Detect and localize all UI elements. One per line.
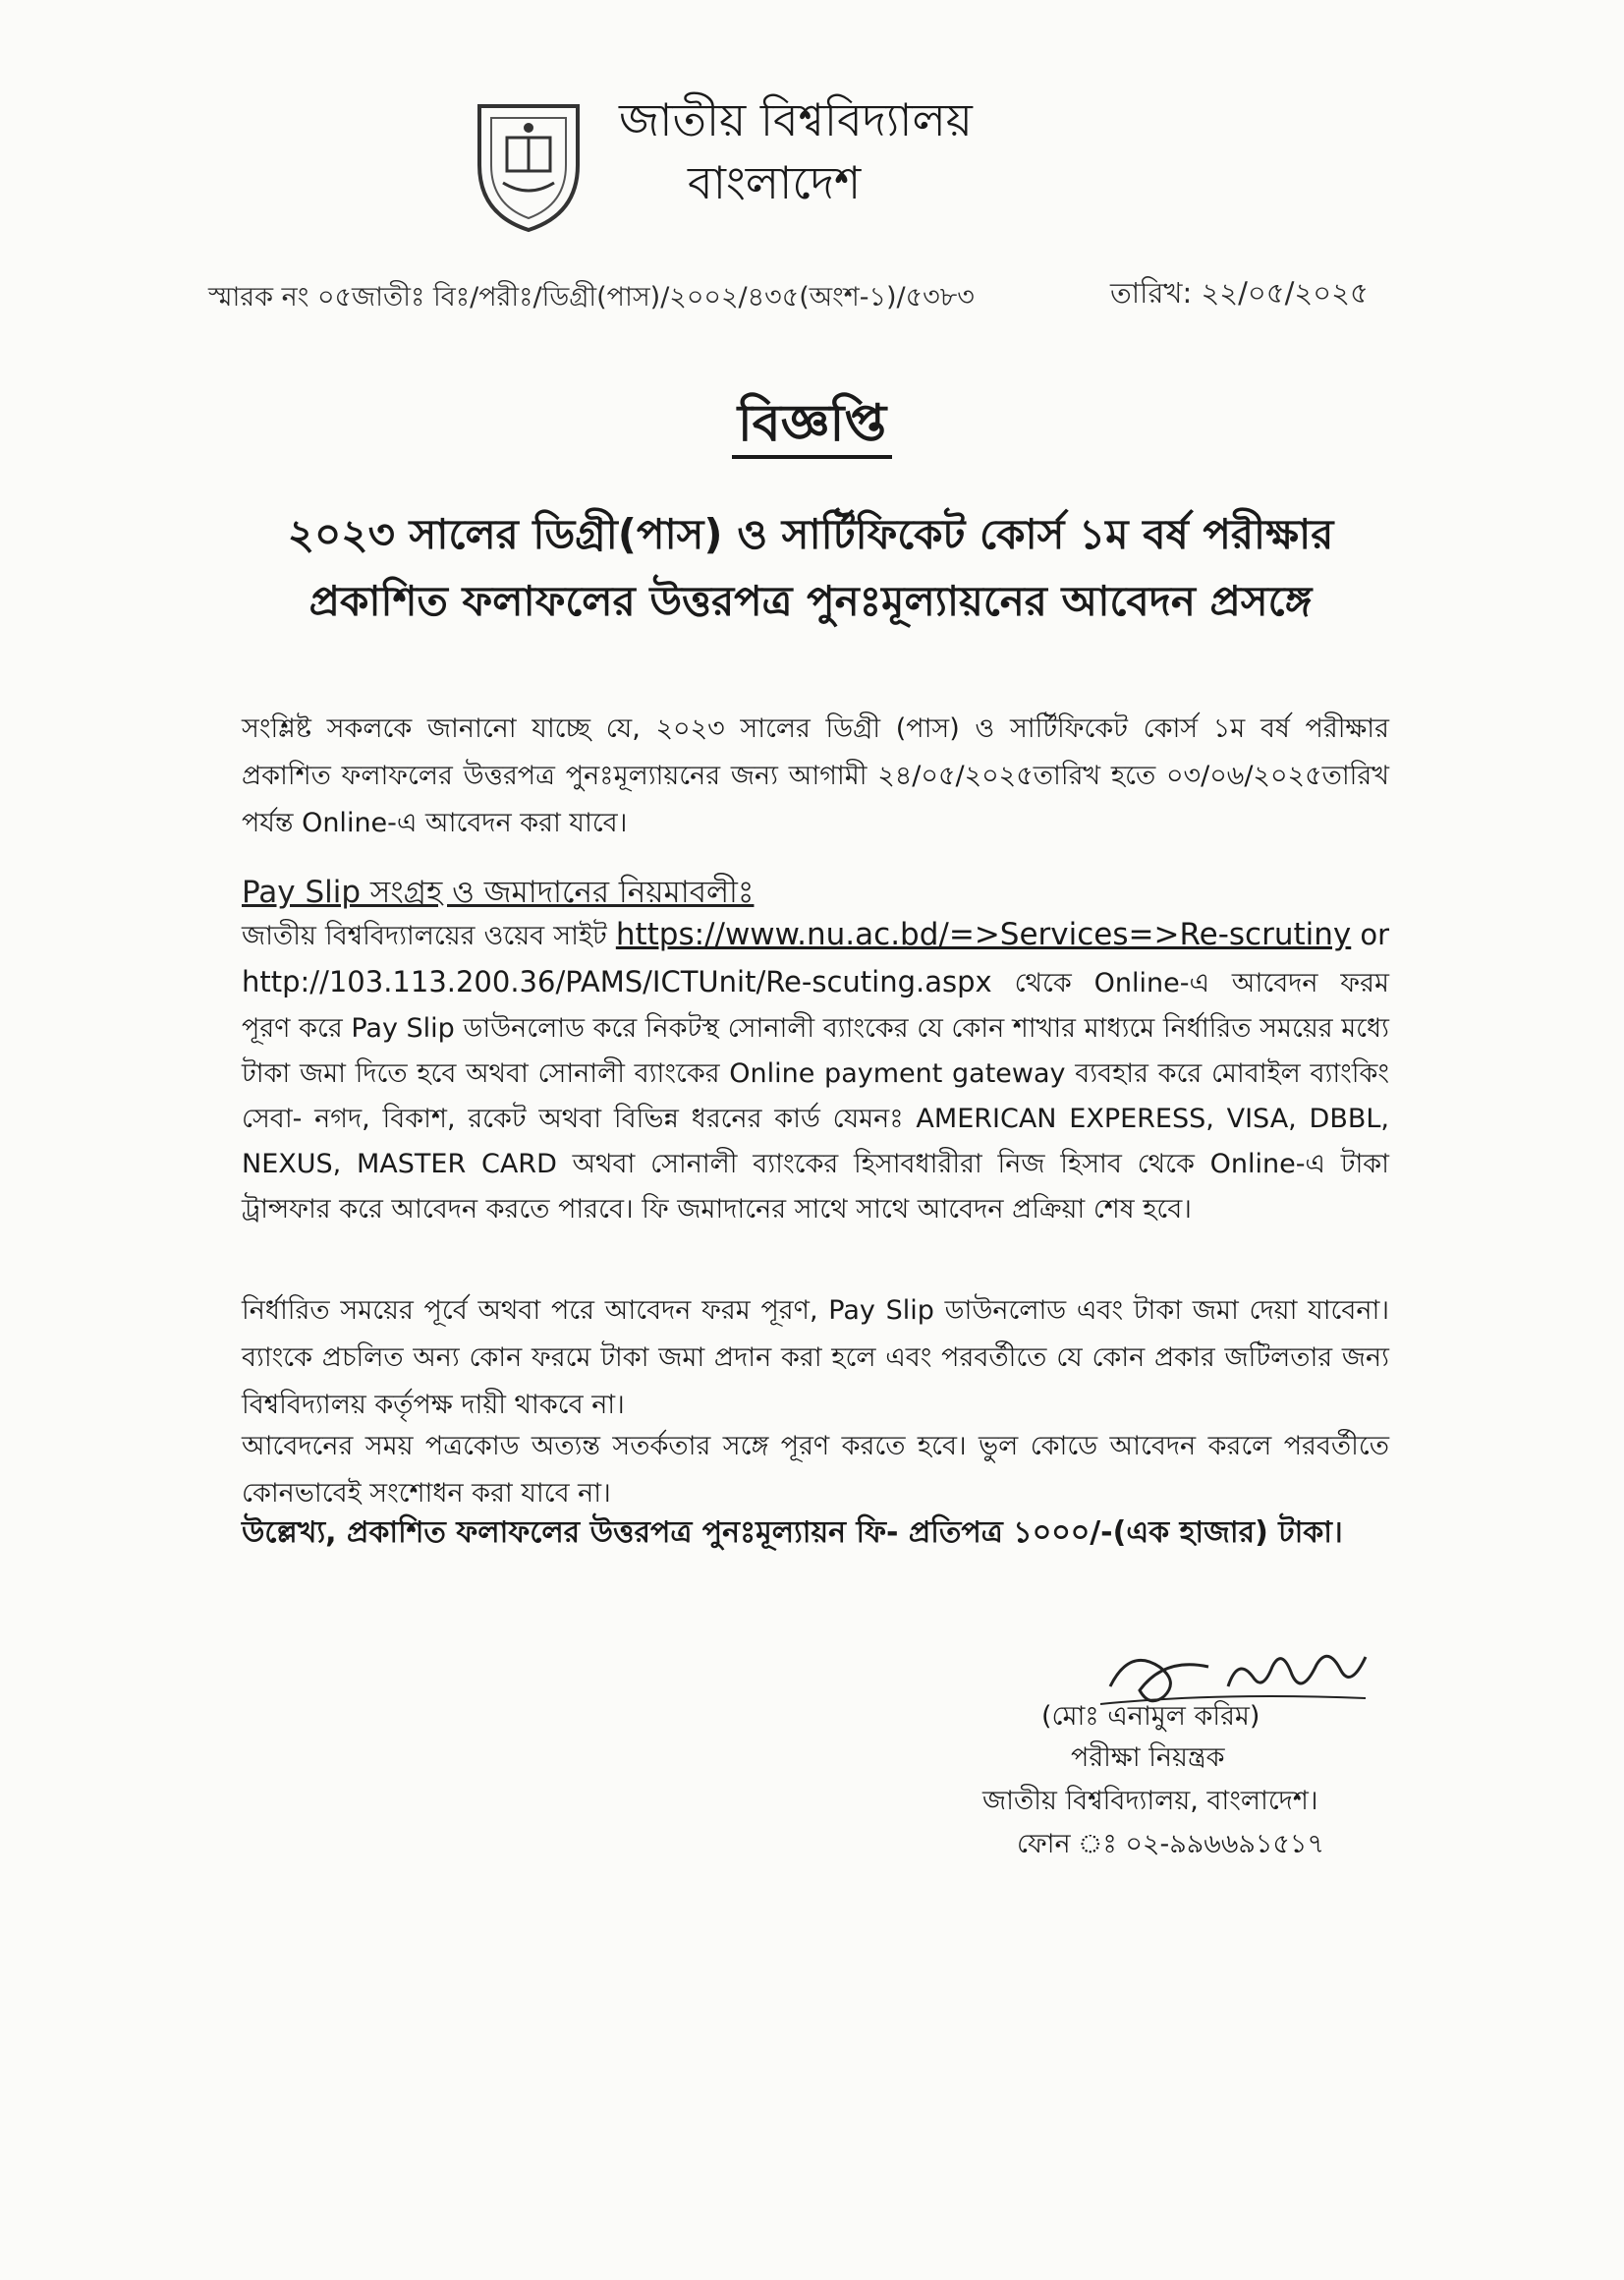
alternate-link[interactable]: or http://103.113.200.36/PAMS/ICTUnit/Re-scuting.aspx: [242, 918, 1390, 998]
university-country: বাংলাদেশ: [688, 156, 862, 209]
rules-heading: Pay Slip সংগ্রহ ও জমাদানের নিয়মাবলীঃ: [242, 875, 755, 910]
rules-body: [242, 912, 1389, 1232]
university-crest-icon: [470, 96, 588, 236]
paragraph-code-warning: আবেদনের সময় পত্রকোড অত্যন্ত সতর্কতার সঙ্গে পূরণ করতে হবে। ভুল কোডে আবেদন করলে পরবর্তীতে কোনভাবেই সংশোধন করা যাবে না।: [242, 1431, 1389, 1509]
notice-title-text: বিজ্ঞপ্তি: [732, 394, 892, 459]
rules-intro: জাতীয় বিশ্ববিদ্যালয়ের ওয়েব সাইট: [242, 921, 616, 951]
notice-title: [0, 383, 1624, 469]
signatory-role: পরীক্ষা নিয়ন্ত্রক: [1071, 1742, 1225, 1773]
subject-line-1: ২০২৩ সালের ডিগ্রী(পাস) ও সার্টিফিকেট কোর্স ১ম বর্ষ পরীক্ষার: [287, 510, 1334, 558]
rules-text: থেকে Online-এ আবেদন ফরম পূরণ করে Pay Slip ডাউনলোড করে নিকটস্থ সোনালী ব্যাংকের যে কোন শাখার মাধ্যমে নির্ধারিত সময়ের মধ্যে টাকা জমা দিতে হবে অথবা সোনালী ব্যাংকের Online payment gateway ব্যবহার করে মোবাইল ব্যাংকিং সেবা- নগদ, বিকাশ, রকেট অথবা বিভিন্ন ধরনের কার্ড যেমনঃ AMERICAN EXPERESS, VISA, DBBL, NEXUS, MASTER CARD অথবা সোনালী ব্যাংকের হিসাবধারীরা নিজ হিসাব থেকে Online-এ টাকা ট্রান্সফার করে আবেদন করতে পারবে। ফি জমাদানের সাথে সাথে আবেদন প্রক্রিয়া শেষ হবে।: [242, 968, 1390, 1225]
website-link[interactable]: https://www.nu.ac.bd/=>Services=>Re-scrutiny: [615, 917, 1352, 952]
paragraph-deadline: নির্ধারিত সময়ের পূর্বে অথবা পরে আবেদন ফরম পূরণ, Pay Slip ডাউনলোড এবং টাকা জমা দেয়া যাবেনা। ব্যাংকে প্রচলিত অন্য কোন ফরমে টাকা জমা প্রদান করা হলে এবং পরবর্তীতে যে কোন প্রকার জটিলতার জন্য বিশ্ববিদ্যালয় কর্তৃপক্ষ দায়ী থাকবে না।: [242, 1295, 1389, 1420]
subject-line-2: প্রকাশিত ফলাফলের উত্তরপত্র পুনঃমূল্যায়নের আবেদন প্রসঙ্গে: [308, 577, 1313, 625]
memo-number: স্মারক নং ০৫জাতীঃ বিঃ/পরীঃ/ডিগ্রী(পাস)/২০০২/৪৩৫(অংশ-১)/৫৩৮৩: [208, 282, 975, 313]
signatory-phone: ফোন ঃ ০২-৯৯৬৬৯১৫১৭: [1017, 1829, 1325, 1859]
subject: [157, 501, 1464, 635]
paragraph-fee: উল্লেখ্য, প্রকাশিত ফলাফলের উত্তরপত্র পুনঃমূল্যায়ন ফি- প্রতিপত্র ১০০০/-(এক হাজার) টাকা।: [242, 1515, 1343, 1550]
signatory-name: (মোঃ এনামুল করিম): [1041, 1701, 1260, 1732]
memo-date: তারিখ: ২২/০৫/২০২৫: [1110, 276, 1369, 310]
paragraph-announcement: সংশ্লিষ্ট সকলকে জানানো যাচ্ছে যে, ২০২৩ সালের ডিগ্রী (পাস) ও সার্টিফিকেট কোর্স ১ম বর্ষ পরীক্ষার প্রকাশিত ফলাফলের উত্তরপত্র পুনঃমূল্যায়নের জন্য আগামী ২৪/০৫/২০২৫তারিখ হতে ০৩/০৬/২০২৫তারিখ পর্যন্ত Online-এ আবেদন করা যাবে।: [242, 713, 1389, 838]
university-name: জাতীয় বিশ্ববিদ্যালয়: [619, 93, 973, 146]
signatory-org: জাতীয় বিশ্ববিদ্যালয়, বাংলাদেশ।: [982, 1786, 1318, 1816]
